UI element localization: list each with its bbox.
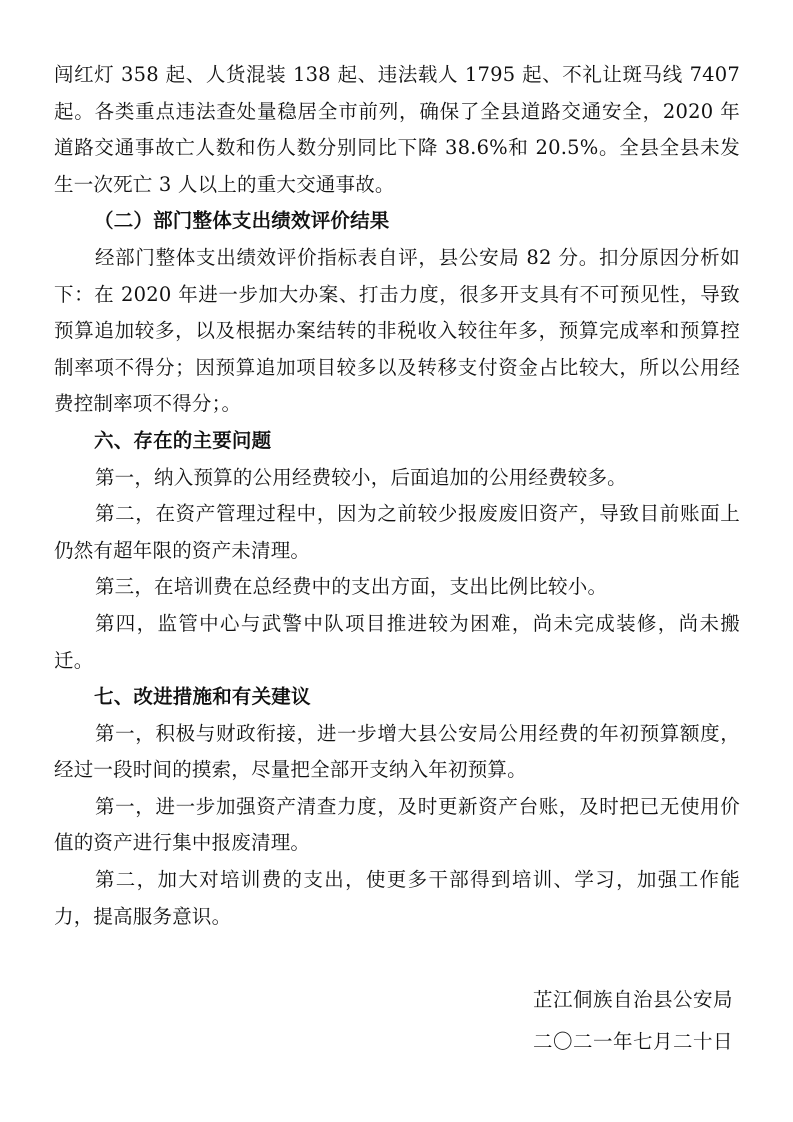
issue-item: 第二，在资产管理过程中，因为之前较少报废废旧资产，导致目前账面上仍然有超年限的资产未清理。 [54, 502, 740, 562]
issue-item: 第四，监管中心与武警中队项目推进较为困难，尚未完成装修，尚未搬迁。 [54, 611, 740, 672]
signature-organization: 芷江侗族自治县公安局 [532, 988, 733, 1011]
issue-item: 第一，纳入预算的公用经费较小，后面追加的公用经费较多。 [94, 465, 627, 489]
section-2-heading: （二）部门整体支出绩效评价结果 [94, 209, 390, 233]
section-6-heading: 六、存在的主要问题 [94, 428, 272, 452]
suggestion-item: 第一，积极与财政衔接，进一步增大县公安局公用经费的年初预算额度，经过一段时间的摸索，尽量把全部开支纳入年初预算。 [54, 721, 740, 782]
suggestion-item: 第一，进一步加强资产清查力度，及时更新资产台账，及时把已无使用价值的资产进行集中报废清理。 [54, 794, 740, 855]
section-2-paragraph: 经部门整体支出绩效评价指标表自评，县公安局 82 分。扣分原因分析如下：在 2020 年进一步加大办案、打击力度，很多开支具有不可预见性，导致预算追加较多，以及根据办案结转的非税收入较往年多，预算完成率和预算控制率项不得分；因预算追加项目较多以及转移支付资金占比较大，所以公用经费控制率项不得分；。 [54, 245, 740, 416]
signature-date: 二〇二一年七月二十日 [532, 1030, 733, 1053]
document-body [54, 57, 740, 935]
signature-block [533, 982, 733, 1060]
suggestion-item: 第二，加大对培训费的支出，使更多干部得到培训、学习，加强工作能力，提高服务意识。 [54, 868, 740, 928]
section-7-heading: 七、改进措施和有关建议 [94, 685, 311, 709]
continuation-paragraph: 闯红灯 358 起、人货混装 138 起、违法载人 1795 起、不礼让斑马线 7407 起。各类重点违法查处量稳居全市前列，确保了全县道路交通安全，2020 年道路交通事故亡人数和伤人数分别同比下降 38.6%和 20.5%。全县全县未发生一次死亡 3 人以上的重大交通事故。 [54, 63, 740, 196]
issue-item: 第三，在培训费在总经费中的支出方面，支出比例比较小。 [94, 575, 608, 599]
